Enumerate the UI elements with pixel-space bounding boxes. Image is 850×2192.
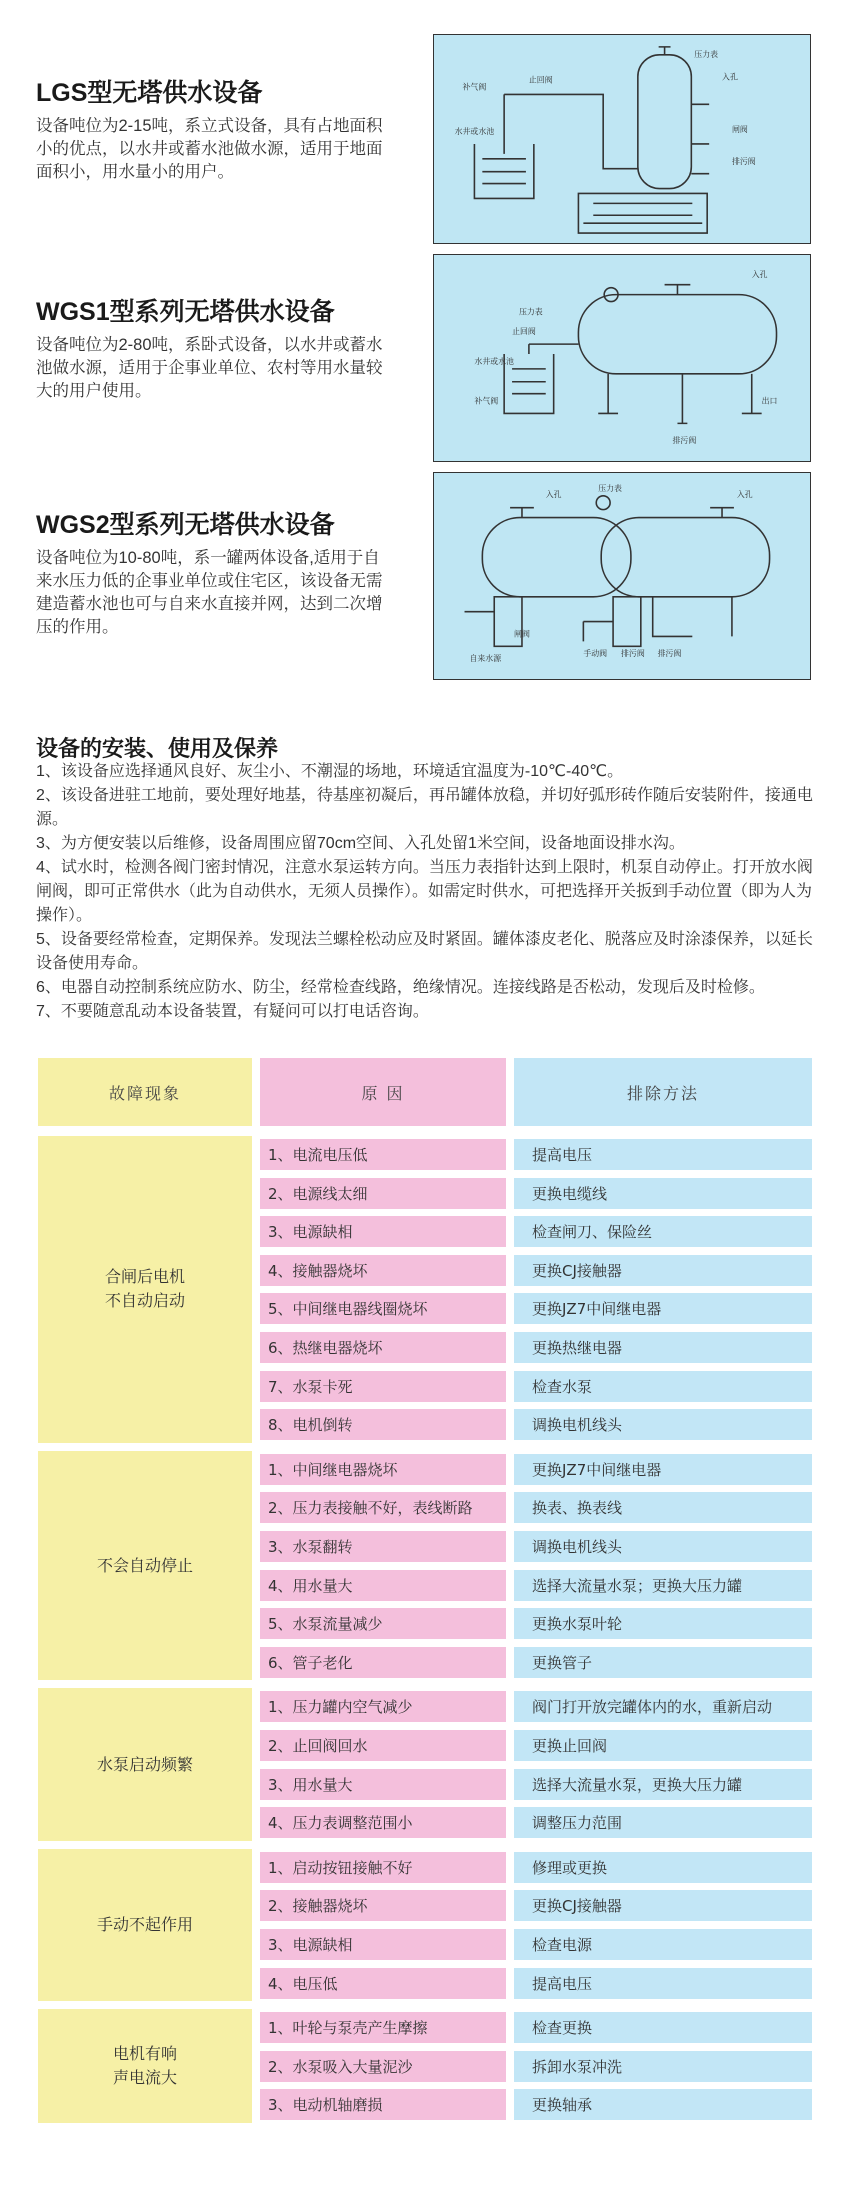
cause-cell: 4、电压低 — [260, 1968, 506, 2000]
label-gate: 闸阀 — [514, 629, 530, 639]
maintenance-item: 4、试水时，检测各阀门密封情况，注意水泵运转方向。当压力表指针达到上限时，机泵自动停止。打开放水阀闸阀，即可正常供水（此为自动供水，无须人员操作）。如需定时供水，可把选择开关扳到手动位置（即为人为操作）。 — [36, 859, 813, 924]
cause-cell: 1、启动按钮接触不好 — [260, 1852, 506, 1884]
cause-cell: 1、叶轮与泵壳产生摩擦 — [260, 2012, 506, 2044]
cause-cell: 3、电动机轴磨损 — [260, 2089, 506, 2121]
label-drain1: 排污阀 — [621, 649, 645, 659]
maintenance-item: 5、设备要经常检查，定期保养。发现法兰螺栓松动应及时紧固。罐体漆皮老化、脱落应及时涂漆保养，以延长设备使用寿命。 — [36, 931, 813, 972]
solution-cell: 检查更换 — [514, 2012, 812, 2044]
solution-cell: 更换管子 — [514, 1647, 812, 1679]
label-pressure: 压力表 — [694, 49, 719, 59]
symptom-cell: 不会自动停止 — [38, 1451, 252, 1681]
cause-cell: 3、用水量大 — [260, 1769, 506, 1801]
solution-cell: 更换热继电器 — [514, 1332, 812, 1364]
diagram-wgs2-drawing — [434, 473, 810, 679]
maintenance-item: 1、该设备应选择通风良好、灰尘小、不潮湿的场地，环境适宜温度为-10℃-40℃。 — [36, 763, 624, 780]
solution-cell: 调换电机线头 — [514, 1409, 812, 1441]
label-stopvalve: 止回阀 — [512, 327, 536, 337]
maintenance-item: 6、电器自动控制系统应防水、防尘，经常检查线路，绝缘情况。连接线路是否松动，发现后及时检修。 — [36, 979, 765, 996]
cause-cell: 2、止回阀回水 — [260, 1730, 506, 1762]
solution-cell: 更换止回阀 — [514, 1730, 812, 1762]
solution-cell: 检查水泵 — [514, 1371, 812, 1403]
label-outlet: 出口 — [761, 396, 778, 406]
solution-cell: 更换轴承 — [514, 2089, 812, 2121]
label-drain: 排污阀 — [731, 156, 756, 166]
cause-cell: 2、接触器烧坏 — [260, 1890, 506, 1922]
troubleshooting-table — [38, 1058, 812, 2132]
cause-cell: 3、电源缺相 — [260, 1216, 506, 1248]
product-desc-wgs1: 设备吨位为2-80吨，系卧式设备，以水井或蓄水池做水源，适用于企事业单位、农村等用水量较大的用户使用。 — [36, 336, 383, 400]
header-solution: 排除方法 — [514, 1058, 812, 1126]
cause-cell: 2、电源线太细 — [260, 1178, 506, 1210]
solution-cell: 选择大流量水泵，更换大压力罐 — [514, 1769, 812, 1801]
symptom-cell: 水泵启动频繁 — [38, 1688, 252, 1840]
label-outlet: 闸阀 — [731, 125, 748, 135]
label-well: 水井或水池 — [454, 127, 495, 137]
cause-cell: 7、水泵卡死 — [260, 1371, 506, 1403]
label-supply: 补气阀 — [474, 396, 499, 406]
label-supply: 补气阀 — [462, 82, 487, 92]
cause-cell: 6、管子老化 — [260, 1647, 506, 1679]
symptom-cell: 合闸后电机 不自动启动 — [38, 1136, 252, 1443]
solution-cell: 阀门打开放完罐体内的水，重新启动 — [514, 1691, 812, 1723]
maintenance-list — [36, 760, 816, 1024]
label-main: 自来水源 — [469, 654, 502, 664]
label-inlet1: 入孔 — [545, 489, 562, 499]
cause-cell: 4、压力表调整范围小 — [260, 1807, 506, 1839]
solution-cell: 更换CJ接触器 — [514, 1255, 812, 1287]
cause-cell: 4、接触器烧坏 — [260, 1255, 506, 1287]
solution-cell: 检查闸刀、保险丝 — [514, 1216, 812, 1248]
label-drain: 排污阀 — [672, 436, 697, 446]
solution-cell: 更换CJ接触器 — [514, 1890, 812, 1922]
product-title-lgs: LGS型无塔供水设备 — [36, 79, 263, 107]
maintenance-item: 7、不要随意乱动本设备装置，有疑问可以打电话咨询。 — [36, 1003, 429, 1020]
cause-cell: 3、水泵翻转 — [260, 1531, 506, 1563]
label-pressure: 压力表 — [519, 307, 543, 317]
solution-cell: 更换JZ7中间继电器 — [514, 1293, 812, 1325]
label-inlet: 入孔 — [751, 269, 768, 279]
symptom-cell: 手动不起作用 — [38, 1849, 252, 2001]
solution-cell: 选择大流量水泵；更换大压力罐 — [514, 1570, 812, 1602]
cause-cell: 6、热继电器烧坏 — [260, 1332, 506, 1364]
cause-cell: 1、电流电压低 — [260, 1139, 506, 1171]
solution-cell: 提高电压 — [514, 1968, 812, 2000]
solution-cell: 换表、换表线 — [514, 1492, 812, 1524]
solution-cell: 提高电压 — [514, 1139, 812, 1171]
diagram-lgs — [433, 34, 811, 244]
product-title-wgs2: WGS2型系列无塔供水设备 — [36, 511, 335, 539]
label-drain2: 排污阀 — [657, 649, 682, 659]
cause-cell: 3、电源缺相 — [260, 1929, 506, 1961]
symptom-cell: 电机有响 声电流大 — [38, 2009, 252, 2123]
header-symptom: 故障现象 — [38, 1058, 252, 1126]
label-inlet: 入孔 — [722, 72, 738, 82]
solution-cell: 调整压力范围 — [514, 1807, 812, 1839]
header-cause: 原 因 — [260, 1058, 506, 1126]
product-title-wgs1: WGS1型系列无塔供水设备 — [36, 298, 335, 326]
maintenance-item: 3、为方便安装以后维修，设备周围应留70cm空间、入孔处留1米空间，设备地面设排水沟。 — [36, 835, 685, 852]
diagram-wgs1 — [433, 254, 811, 462]
label-handvalve: 手动阀 — [583, 649, 608, 659]
diagram-wgs2 — [433, 472, 811, 680]
maintenance-title: 设备的安装、使用及保养 — [36, 736, 279, 761]
label-inlet2: 入孔 — [736, 489, 753, 499]
cause-cell: 2、压力表接触不好，表线断路 — [260, 1492, 506, 1524]
cause-cell: 4、用水量大 — [260, 1570, 506, 1602]
solution-cell: 检查电源 — [514, 1929, 812, 1961]
diagram-wgs1-drawing — [434, 255, 810, 461]
label-pressure: 压力表 — [598, 483, 622, 493]
solution-cell: 更换JZ7中间继电器 — [514, 1454, 812, 1486]
cause-cell: 2、水泵吸入大量泥沙 — [260, 2051, 506, 2083]
diagram-lgs-drawing — [434, 35, 810, 243]
solution-cell: 更换电缆线 — [514, 1178, 812, 1210]
label-well: 水井或水池 — [474, 356, 514, 366]
cause-cell: 1、压力罐内空气减少 — [260, 1691, 506, 1723]
solution-cell: 拆卸水泵冲洗 — [514, 2051, 812, 2083]
product-desc-lgs: 设备吨位为2-15吨，系立式设备，具有占地面积小的优点，以水井或蓄水池做水源，适用于地面面积小，用水量小的用户。 — [36, 117, 383, 181]
cause-cell: 8、电机倒转 — [260, 1409, 506, 1441]
cause-cell: 5、水泵流量减少 — [260, 1608, 506, 1640]
solution-cell: 更换水泵叶轮 — [514, 1608, 812, 1640]
maintenance-item: 2、该设备进驻工地前，要处理好地基，待基座初凝后，再吊罐体放稳，并切好弧形砖作随后安装附件，接通电源。 — [36, 787, 813, 828]
solution-cell: 调换电机线头 — [514, 1531, 812, 1563]
solution-cell: 修理或更换 — [514, 1852, 812, 1884]
cause-cell: 1、中间继电器烧坏 — [260, 1454, 506, 1486]
cause-cell: 5、中间继电器线圈烧坏 — [260, 1293, 506, 1325]
label-stopvalve: 止回阀 — [528, 75, 553, 85]
product-desc-wgs2: 设备吨位为10-80吨，系一罐两体设备,适用于自来水压力低的企事业单位或住宅区，该设备无需建造蓄水池也可与自来水直接并网，达到二次增压的作用。 — [36, 549, 383, 636]
